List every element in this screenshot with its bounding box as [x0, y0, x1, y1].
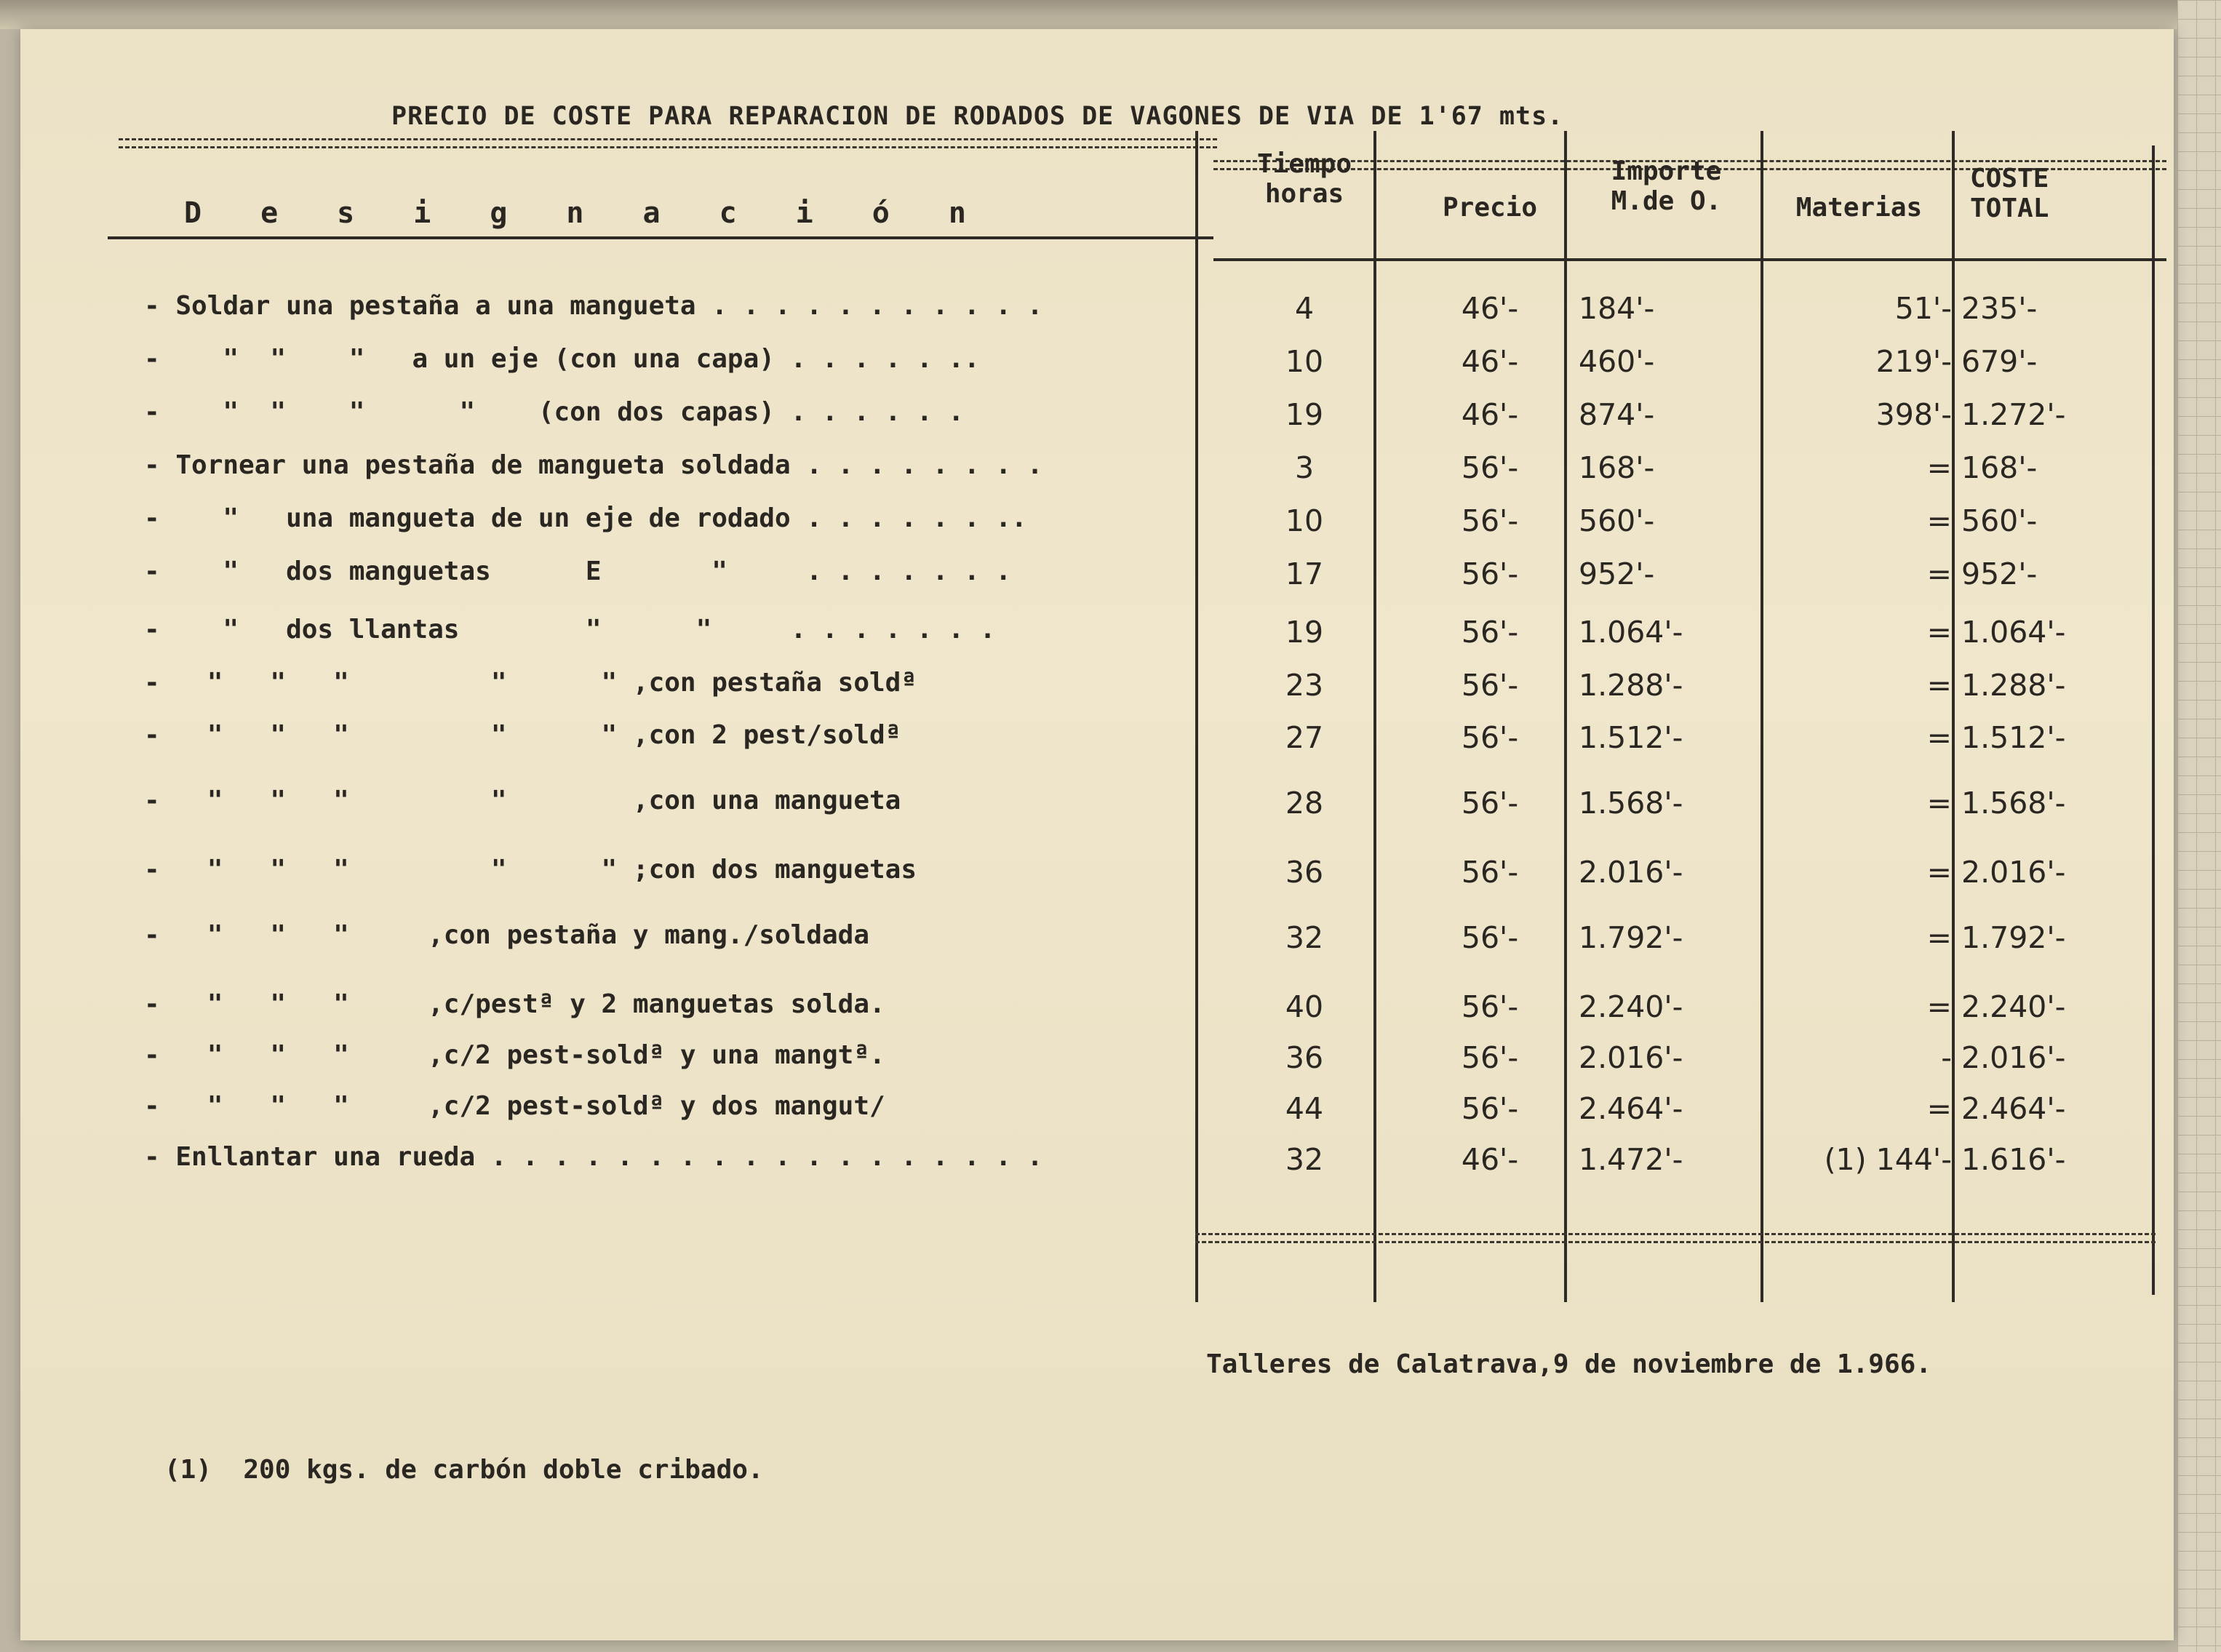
row-precio: 56'-	[1461, 1091, 1519, 1126]
table-bottom-rule	[1195, 1233, 2156, 1243]
row-precio: 46'-	[1461, 344, 1519, 379]
row-coste: 1.616'-	[1961, 1142, 2066, 1177]
typed-sheet	[20, 29, 2174, 1640]
table-row	[20, 855, 2203, 898]
row-precio: 56'-	[1461, 1040, 1519, 1075]
row-precio: 56'-	[1461, 720, 1519, 755]
row-precio: 56'-	[1461, 920, 1519, 955]
row-coste: 952'-	[1961, 556, 2038, 591]
row-precio: 46'-	[1461, 397, 1519, 432]
header-rule-right	[1213, 258, 2166, 261]
row-materias: =	[1926, 668, 1952, 703]
row-materias: =	[1926, 720, 1952, 755]
row-importe: 2.016'-	[1579, 1040, 1683, 1075]
table-row	[20, 720, 2203, 764]
row-precio: 56'-	[1461, 855, 1519, 890]
row-designacion: - " una mangueta de un eje de rodado . . . . . . ..	[144, 503, 1027, 533]
row-tiempo: 40	[1285, 989, 1324, 1024]
row-importe: 1.472'-	[1579, 1142, 1683, 1177]
table-row	[20, 1091, 2203, 1135]
row-tiempo: 44	[1285, 1091, 1324, 1126]
header-materias: Materias	[1795, 193, 1923, 223]
row-precio: 46'-	[1461, 1142, 1519, 1177]
row-designacion: - " " " " " ,con pestaña soldª	[144, 668, 917, 698]
row-designacion: - " dos manguetas E " . . . . . . .	[144, 556, 1012, 586]
row-tiempo: 19	[1285, 615, 1324, 650]
row-coste: 168'-	[1961, 450, 2038, 485]
table-row	[20, 291, 2203, 335]
row-coste: 1.288'-	[1961, 668, 2066, 703]
table-row	[20, 556, 2203, 600]
row-coste: 1.568'-	[1961, 786, 2066, 821]
row-coste: 1.792'-	[1961, 920, 2066, 955]
row-tiempo: 3	[1294, 450, 1315, 485]
header-designacion: Designación	[184, 196, 1025, 230]
row-coste: 1.512'-	[1961, 720, 2066, 755]
header-coste-total: COSTE TOTAL	[1970, 164, 2049, 224]
row-tiempo: 19	[1285, 397, 1324, 432]
binder-top-edge	[0, 0, 2221, 29]
table-row	[20, 668, 2203, 711]
footnote: (1) 200 kgs. de carbón doble cribado.	[164, 1455, 764, 1485]
row-materias: =	[1926, 920, 1952, 955]
row-precio: 56'-	[1461, 786, 1519, 821]
row-designacion: - " dos llantas " " . . . . . . .	[144, 615, 996, 645]
row-materias: =	[1926, 615, 1952, 650]
header-importe: Importe M.de O.	[1611, 156, 1722, 217]
row-importe: 1.288'-	[1579, 668, 1683, 703]
row-tiempo: 4	[1294, 291, 1315, 326]
row-importe: 460'-	[1579, 344, 1655, 379]
row-tiempo: 27	[1285, 720, 1324, 755]
header-rule-left	[108, 236, 1213, 239]
row-importe: 2.464'-	[1579, 1091, 1683, 1126]
row-designacion: - " " " " ,con una mangueta	[144, 786, 901, 815]
table-row	[20, 344, 2203, 388]
row-importe: 1.792'-	[1579, 920, 1683, 955]
row-importe: 2.240'-	[1579, 989, 1683, 1024]
row-coste: 1.064'-	[1961, 615, 2066, 650]
row-importe: 874'-	[1579, 397, 1655, 432]
row-materias: =	[1926, 855, 1952, 890]
row-coste: 2.240'-	[1961, 989, 2066, 1024]
row-precio: 56'-	[1461, 450, 1519, 485]
table-row	[20, 1040, 2203, 1084]
row-designacion: - " " " ,con pestaña y mang./soldada	[144, 920, 869, 950]
place-and-date: Talleres de Calatrava,9 de noviembre de 1.966.	[1206, 1349, 1931, 1379]
row-coste: 679'-	[1961, 344, 2038, 379]
row-designacion: - " " " " " ;con dos manguetas	[144, 855, 917, 885]
table-row	[20, 397, 2203, 441]
table-row	[20, 503, 2203, 547]
row-tiempo: 36	[1285, 1040, 1324, 1075]
row-coste: 2.016'-	[1961, 855, 2066, 890]
row-precio: 56'-	[1461, 989, 1519, 1024]
row-materias: (1) 144'-	[1824, 1142, 1952, 1177]
row-coste: 2.016'-	[1961, 1040, 2066, 1075]
row-coste: 2.464'-	[1961, 1091, 2066, 1126]
document-title: PRECIO DE COSTE PARA REPARACION DE RODADOS DE VAGONES DE VIA DE 1'67 mts.	[391, 102, 1564, 131]
row-importe: 168'-	[1579, 450, 1655, 485]
row-tiempo: 17	[1285, 556, 1324, 591]
row-designacion: - " " " ,c/2 pest-soldª y una mangtª.	[144, 1040, 885, 1070]
row-designacion: - " " " " " ,con 2 pest/soldª	[144, 720, 901, 750]
row-coste: 560'-	[1961, 503, 2038, 538]
row-designacion: - " " " ,c/pestª y 2 manguetas solda.	[144, 989, 885, 1019]
row-tiempo: 28	[1285, 786, 1324, 821]
row-precio: 56'-	[1461, 556, 1519, 591]
row-importe: 184'-	[1579, 291, 1655, 326]
row-materias: 219'-	[1875, 344, 1952, 379]
row-tiempo: 32	[1285, 920, 1324, 955]
row-designacion: - " " " a un eje (con una capa) . . . . . ..	[144, 344, 980, 374]
row-materias: =	[1926, 989, 1952, 1024]
row-tiempo: 10	[1285, 503, 1324, 538]
table-row	[20, 786, 2203, 829]
row-materias: =	[1926, 503, 1952, 538]
row-tiempo: 23	[1285, 668, 1324, 703]
row-precio: 56'-	[1461, 503, 1519, 538]
title-underline	[119, 138, 1217, 148]
row-precio: 46'-	[1461, 291, 1519, 326]
row-materias: 398'-	[1875, 397, 1952, 432]
row-materias: =	[1926, 556, 1952, 591]
row-materias: -	[1941, 1040, 1952, 1075]
row-designacion: - Tornear una pestaña de mangueta soldada . . . . . . . .	[144, 450, 1043, 480]
table-row	[20, 615, 2203, 658]
row-importe: 2.016'-	[1579, 855, 1683, 890]
table-row	[20, 989, 2203, 1033]
row-materias: =	[1926, 1091, 1952, 1126]
row-tiempo: 32	[1285, 1142, 1324, 1177]
row-designacion: - Soldar una pestaña a una mangueta . . . . . . . . . . .	[144, 291, 1043, 321]
row-materias: 51'-	[1894, 291, 1952, 326]
table-row	[20, 450, 2203, 494]
row-importe: 1.512'-	[1579, 720, 1683, 755]
row-importe: 560'-	[1579, 503, 1655, 538]
row-designacion: - " " " ,c/2 pest-soldª y dos mangut/	[144, 1091, 885, 1121]
row-materias: =	[1926, 786, 1952, 821]
row-designacion: - " " " " (con dos capas) . . . . . .	[144, 397, 965, 427]
row-tiempo: 10	[1285, 344, 1324, 379]
header-precio: Precio	[1442, 193, 1538, 223]
row-coste: 235'-	[1961, 291, 2038, 326]
table-row	[20, 920, 2203, 964]
row-coste: 1.272'-	[1961, 397, 2066, 432]
row-precio: 56'-	[1461, 668, 1519, 703]
row-importe: 952'-	[1579, 556, 1655, 591]
table-row	[20, 1142, 2203, 1186]
row-importe: 1.568'-	[1579, 786, 1683, 821]
header-tiempo: Tiempo horas	[1256, 149, 1352, 210]
row-tiempo: 36	[1285, 855, 1324, 890]
row-materias: =	[1926, 450, 1952, 485]
row-importe: 1.064'-	[1579, 615, 1683, 650]
row-designacion: - Enllantar una rueda . . . . . . . . . . . . . . . . . .	[144, 1142, 1043, 1172]
row-precio: 56'-	[1461, 615, 1519, 650]
